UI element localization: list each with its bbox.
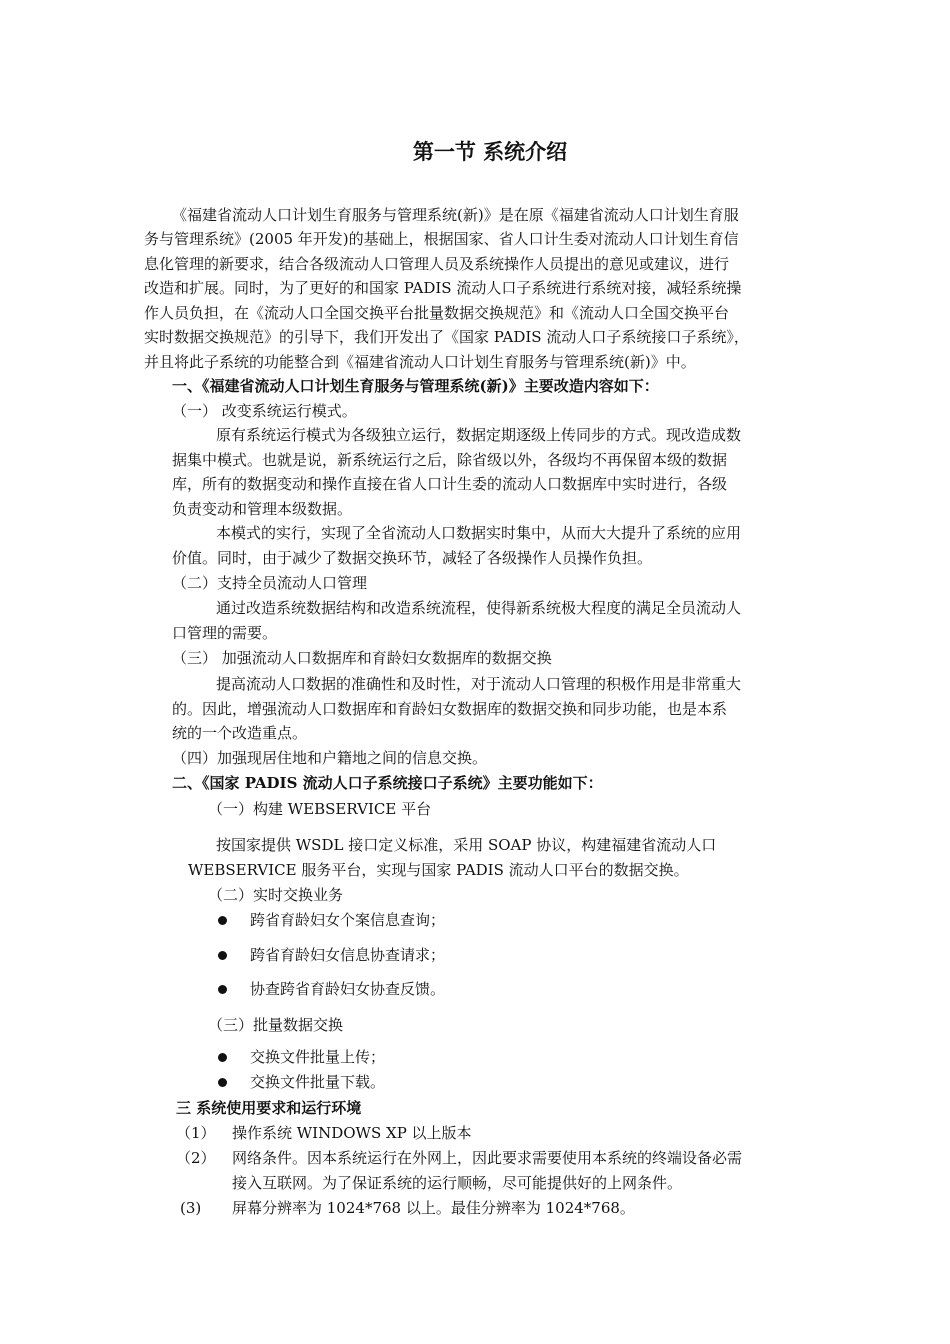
subsection-heading: （二）支持全员流动人口管理: [172, 574, 368, 592]
section-heading: 三 系统使用要求和运行环境: [176, 1099, 362, 1117]
intro-line: 并且将此子系统的功能整合到《福建省流动人口计划生育服务与管理系统(新)》中。: [144, 353, 696, 371]
intro-line: 息化管理的新要求，结合各级流动人口管理人员及系统操作人员提出的意见或建议，进行: [144, 255, 730, 273]
section-heading: 二、《国家 PADIS 流动人口子系统接口子系统》主要功能如下：: [172, 774, 603, 792]
list-item: 操作系统 WINDOWS XP 以上版本: [232, 1124, 472, 1142]
paragraph-line: 按国家提供 WSDL 接口定义标准，采用 SOAP 协议，构建福建省流动人口: [216, 836, 717, 854]
list-number: (3): [180, 1199, 202, 1217]
subsection-heading: （一）构建 WEBSERVICE 平台: [208, 800, 432, 818]
list-item: 协查跨省育龄妇女协查反馈。: [250, 980, 446, 998]
paragraph-line: 本模式的实行，实现了全省流动人口数据实时集中，从而大大提升了系统的应用: [216, 524, 742, 542]
subsection-heading: （一） 改变系统运行模式。: [172, 402, 357, 420]
list-item: 跨省育龄妇女信息协查请求；: [250, 946, 446, 964]
subsection-heading: （二）实时交换业务: [208, 886, 344, 904]
paragraph-line: 统的一个改造重点。: [172, 724, 308, 742]
subsection-heading: （三）批量数据交换: [208, 1016, 344, 1034]
list-number: （2）: [176, 1149, 216, 1167]
paragraph-line: 提高流动人口数据的准确性和及时性，对于流动人口管理的积极作用是非常重大: [216, 675, 742, 693]
intro-line: 务与管理系统》(2005 年开发)的基础上，根据国家、省人口计生委对流动人口计划生育信: [144, 230, 739, 248]
list-item: 屏幕分辨率为 1024*768 以上。最佳分辨率为 1024*768。: [232, 1199, 635, 1217]
paragraph-line: 原有系统运行模式为各级独立运行，数据定期逐级上传同步的方式。现改造成数: [216, 426, 742, 444]
section-heading: 一、《福建省流动人口计划生育服务与管理系统(新)》主要改造内容如下：: [172, 377, 659, 395]
bullet-icon: [218, 1053, 227, 1062]
paragraph-line: 口管理的需要。: [172, 624, 278, 642]
paragraph-line: 库，所有的数据变动和操作直接在省人口计生委的流动人口数据库中实时进行，各级: [172, 475, 728, 493]
paragraph-line: WEBSERVICE 服务平台，实现与国家 PADIS 流动人口平台的数据交换。: [188, 861, 689, 879]
page-title: 第一节 系统介绍: [412, 139, 568, 164]
list-number: （1）: [176, 1124, 216, 1142]
paragraph-line: 据集中模式。也就是说，新系统运行之后，除省级以外，各级均不再保留本级的数据: [172, 451, 728, 469]
paragraph-line: 负责变动和管理本级数据。: [172, 500, 353, 518]
paragraph-line: 的。因此，增强流动人口数据库和育龄妇女数据库的数据交换和同步功能，也是本系: [172, 700, 728, 718]
intro-line: 改造和扩展。同时，为了更好的和国家 PADIS 流动人口子系统进行系统对接，减轻系统操: [144, 279, 742, 297]
bullet-icon: [218, 951, 227, 960]
list-item: 跨省育龄妇女个案信息查询；: [250, 911, 446, 929]
intro-line: 作人员负担，在《流动人口全国交换平台批量数据交换规范》和《流动人口全国交换平台: [144, 304, 730, 322]
intro-line: 《福建省流动人口计划生育服务与管理系统(新)》是在原《福建省流动人口计划生育服: [172, 206, 739, 224]
bullet-icon: [218, 985, 227, 994]
paragraph-line: 通过改造系统数据结构和改造系统流程，使得新系统极大程度的满足全员流动人: [216, 599, 742, 617]
subsection-heading: （四）加强现居住地和户籍地之间的信息交换。: [172, 749, 488, 767]
bullet-icon: [218, 916, 227, 925]
list-item: 接入互联网。为了保证系统的运行顺畅，尽可能提供好的上网条件。: [232, 1174, 683, 1192]
list-item: 网络条件。因本系统运行在外网上，因此要求需要使用本系统的终端设备必需: [232, 1149, 743, 1167]
list-item: 交换文件批量上传；: [250, 1048, 386, 1066]
subsection-heading: （三） 加强流动人口数据库和育龄妇女数据库的数据交换: [172, 649, 552, 667]
bullet-icon: [218, 1078, 227, 1087]
intro-line: 实时数据交换规范》的引导下，我们开发出了《国家 PADIS 流动人口子系统接口子系统》，: [144, 328, 749, 346]
list-item: 交换文件批量下载。: [250, 1073, 386, 1091]
paragraph-line: 价值。同时，由于减少了数据交换环节，减轻了各级操作人员操作负担。: [172, 549, 653, 567]
